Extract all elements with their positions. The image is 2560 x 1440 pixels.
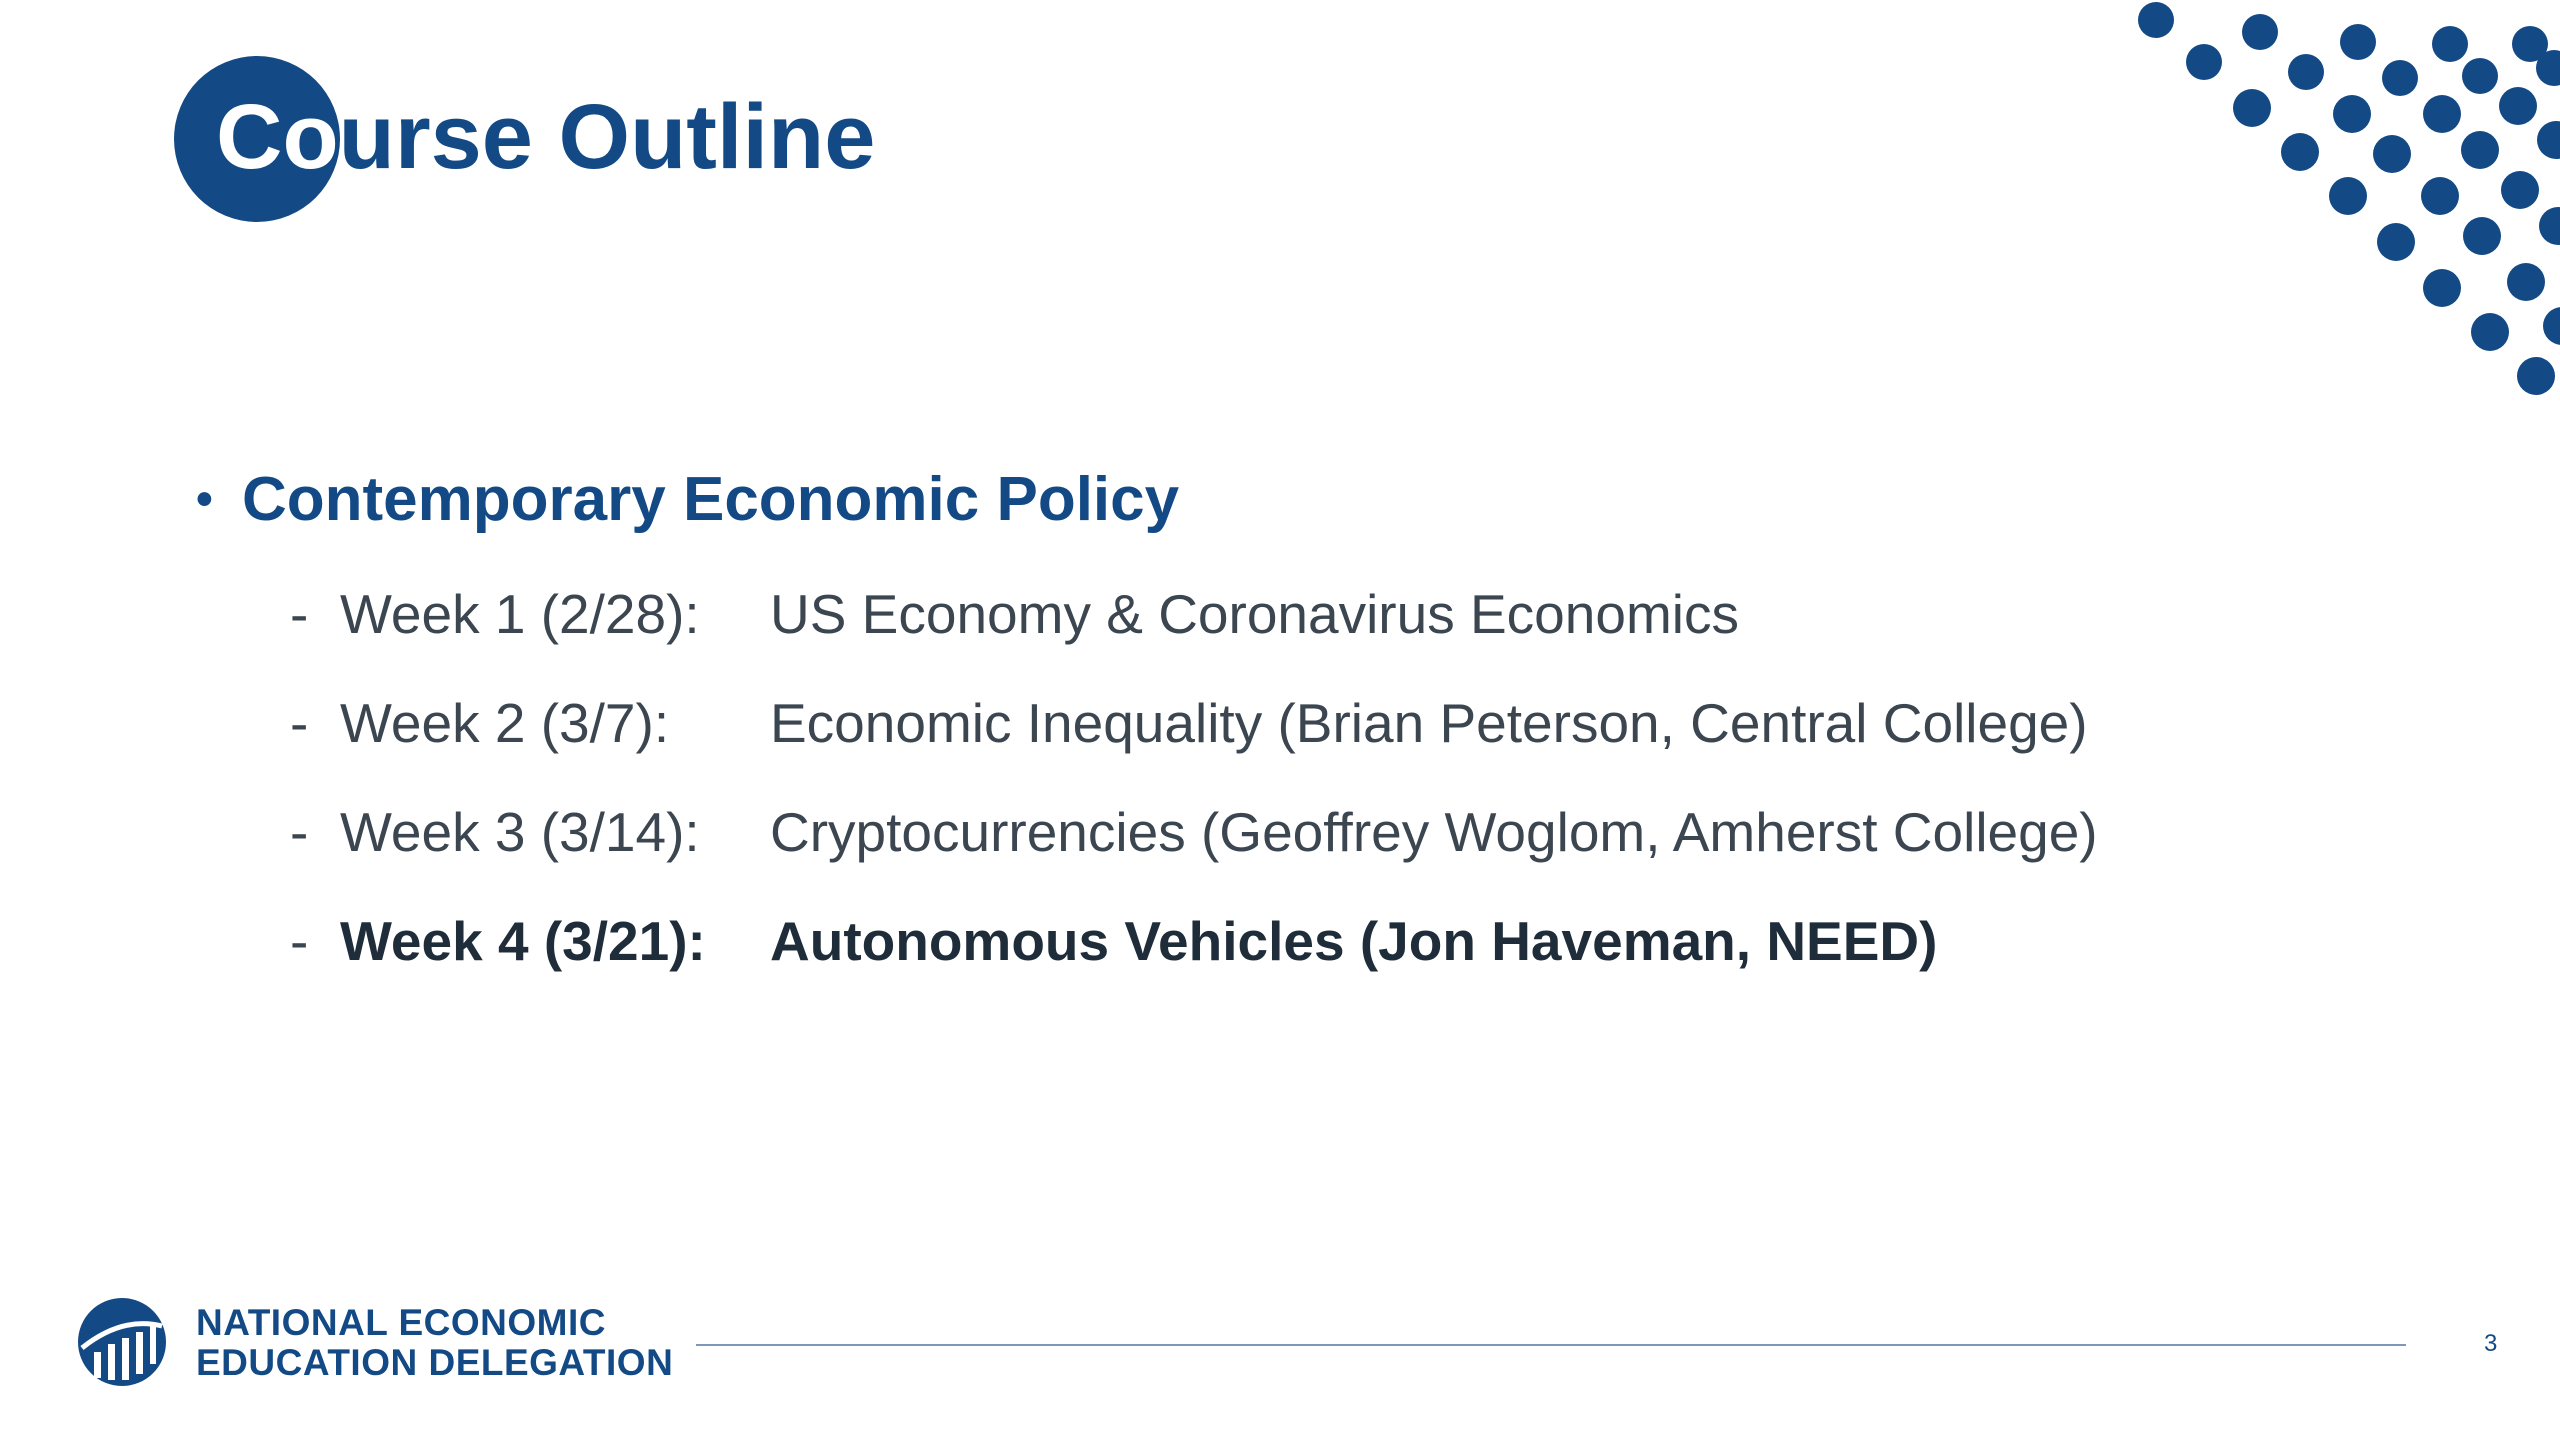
- week-topic: US Economy & Coronavirus Economics: [770, 583, 1739, 645]
- org-line-2: EDUCATION DELEGATION: [196, 1342, 674, 1383]
- footer-divider: [696, 1344, 2406, 1346]
- week-label: Week 2 (3/7):: [340, 692, 670, 754]
- decorative-dot: [2499, 87, 2537, 125]
- decorative-dot: [2382, 60, 2418, 96]
- decorative-dot: [2462, 58, 2498, 94]
- decorative-dot: [2461, 131, 2499, 169]
- main-bullet: [196, 455, 1179, 545]
- decorative-dot: [2423, 95, 2461, 133]
- decorative-dot: [2539, 207, 2560, 245]
- dash-marker: -: [290, 692, 309, 754]
- decorative-dot: [2281, 133, 2319, 171]
- main-bullet-text: Contemporary Economic Policy: [242, 465, 1180, 534]
- decorative-dot: [2288, 54, 2324, 90]
- decorative-dot: [2537, 121, 2560, 159]
- decorative-dot: [2333, 95, 2371, 133]
- decorative-dot: [2233, 89, 2271, 127]
- need-logo-icon: [76, 1296, 168, 1388]
- title-rest: urse Outline: [338, 86, 876, 188]
- week-label: Week 4 (3/21):: [340, 910, 706, 972]
- decorative-dot: [2507, 263, 2545, 301]
- decorative-dot: [2329, 177, 2367, 215]
- decorative-dot: [2423, 269, 2461, 307]
- decorative-dot: [2340, 24, 2376, 60]
- page-number: 3: [2484, 1330, 2498, 1357]
- decorative-dot: [2242, 14, 2278, 50]
- dash-marker: -: [290, 801, 309, 863]
- bullet-marker: •: [196, 473, 213, 526]
- footer-org-name: [196, 1303, 673, 1383]
- dash-marker: -: [290, 910, 309, 972]
- decorative-dot: [2432, 26, 2468, 62]
- week-topic: Cryptocurrencies (Geoffrey Woglom, Amherst College): [770, 801, 2098, 863]
- decorative-dot: [2138, 2, 2174, 38]
- decorative-dot: [2421, 177, 2459, 215]
- decorative-dot: [2377, 223, 2415, 261]
- decorative-dot: [2463, 217, 2501, 255]
- decorative-dot: [2186, 44, 2222, 80]
- decorative-dot: [2543, 307, 2560, 345]
- week-topic: Economic Inequality (Brian Peterson, Central College): [770, 692, 2088, 754]
- decorative-dot: [2471, 313, 2509, 351]
- decorative-dot: [2501, 171, 2539, 209]
- title-highlight: Co: [216, 86, 339, 188]
- decorative-dot: [2373, 135, 2411, 173]
- dash-marker: -: [290, 583, 309, 645]
- dot-pattern-decoration: [2100, 0, 2560, 420]
- week-topic: Autonomous Vehicles (Jon Haveman, NEED): [770, 910, 1938, 972]
- decorative-dot: [2517, 357, 2555, 395]
- week-label: Week 1 (2/28):: [340, 583, 700, 645]
- week-label: Week 3 (3/14):: [340, 801, 700, 863]
- page-title: [216, 72, 875, 202]
- org-line-1: NATIONAL ECONOMIC: [196, 1302, 607, 1343]
